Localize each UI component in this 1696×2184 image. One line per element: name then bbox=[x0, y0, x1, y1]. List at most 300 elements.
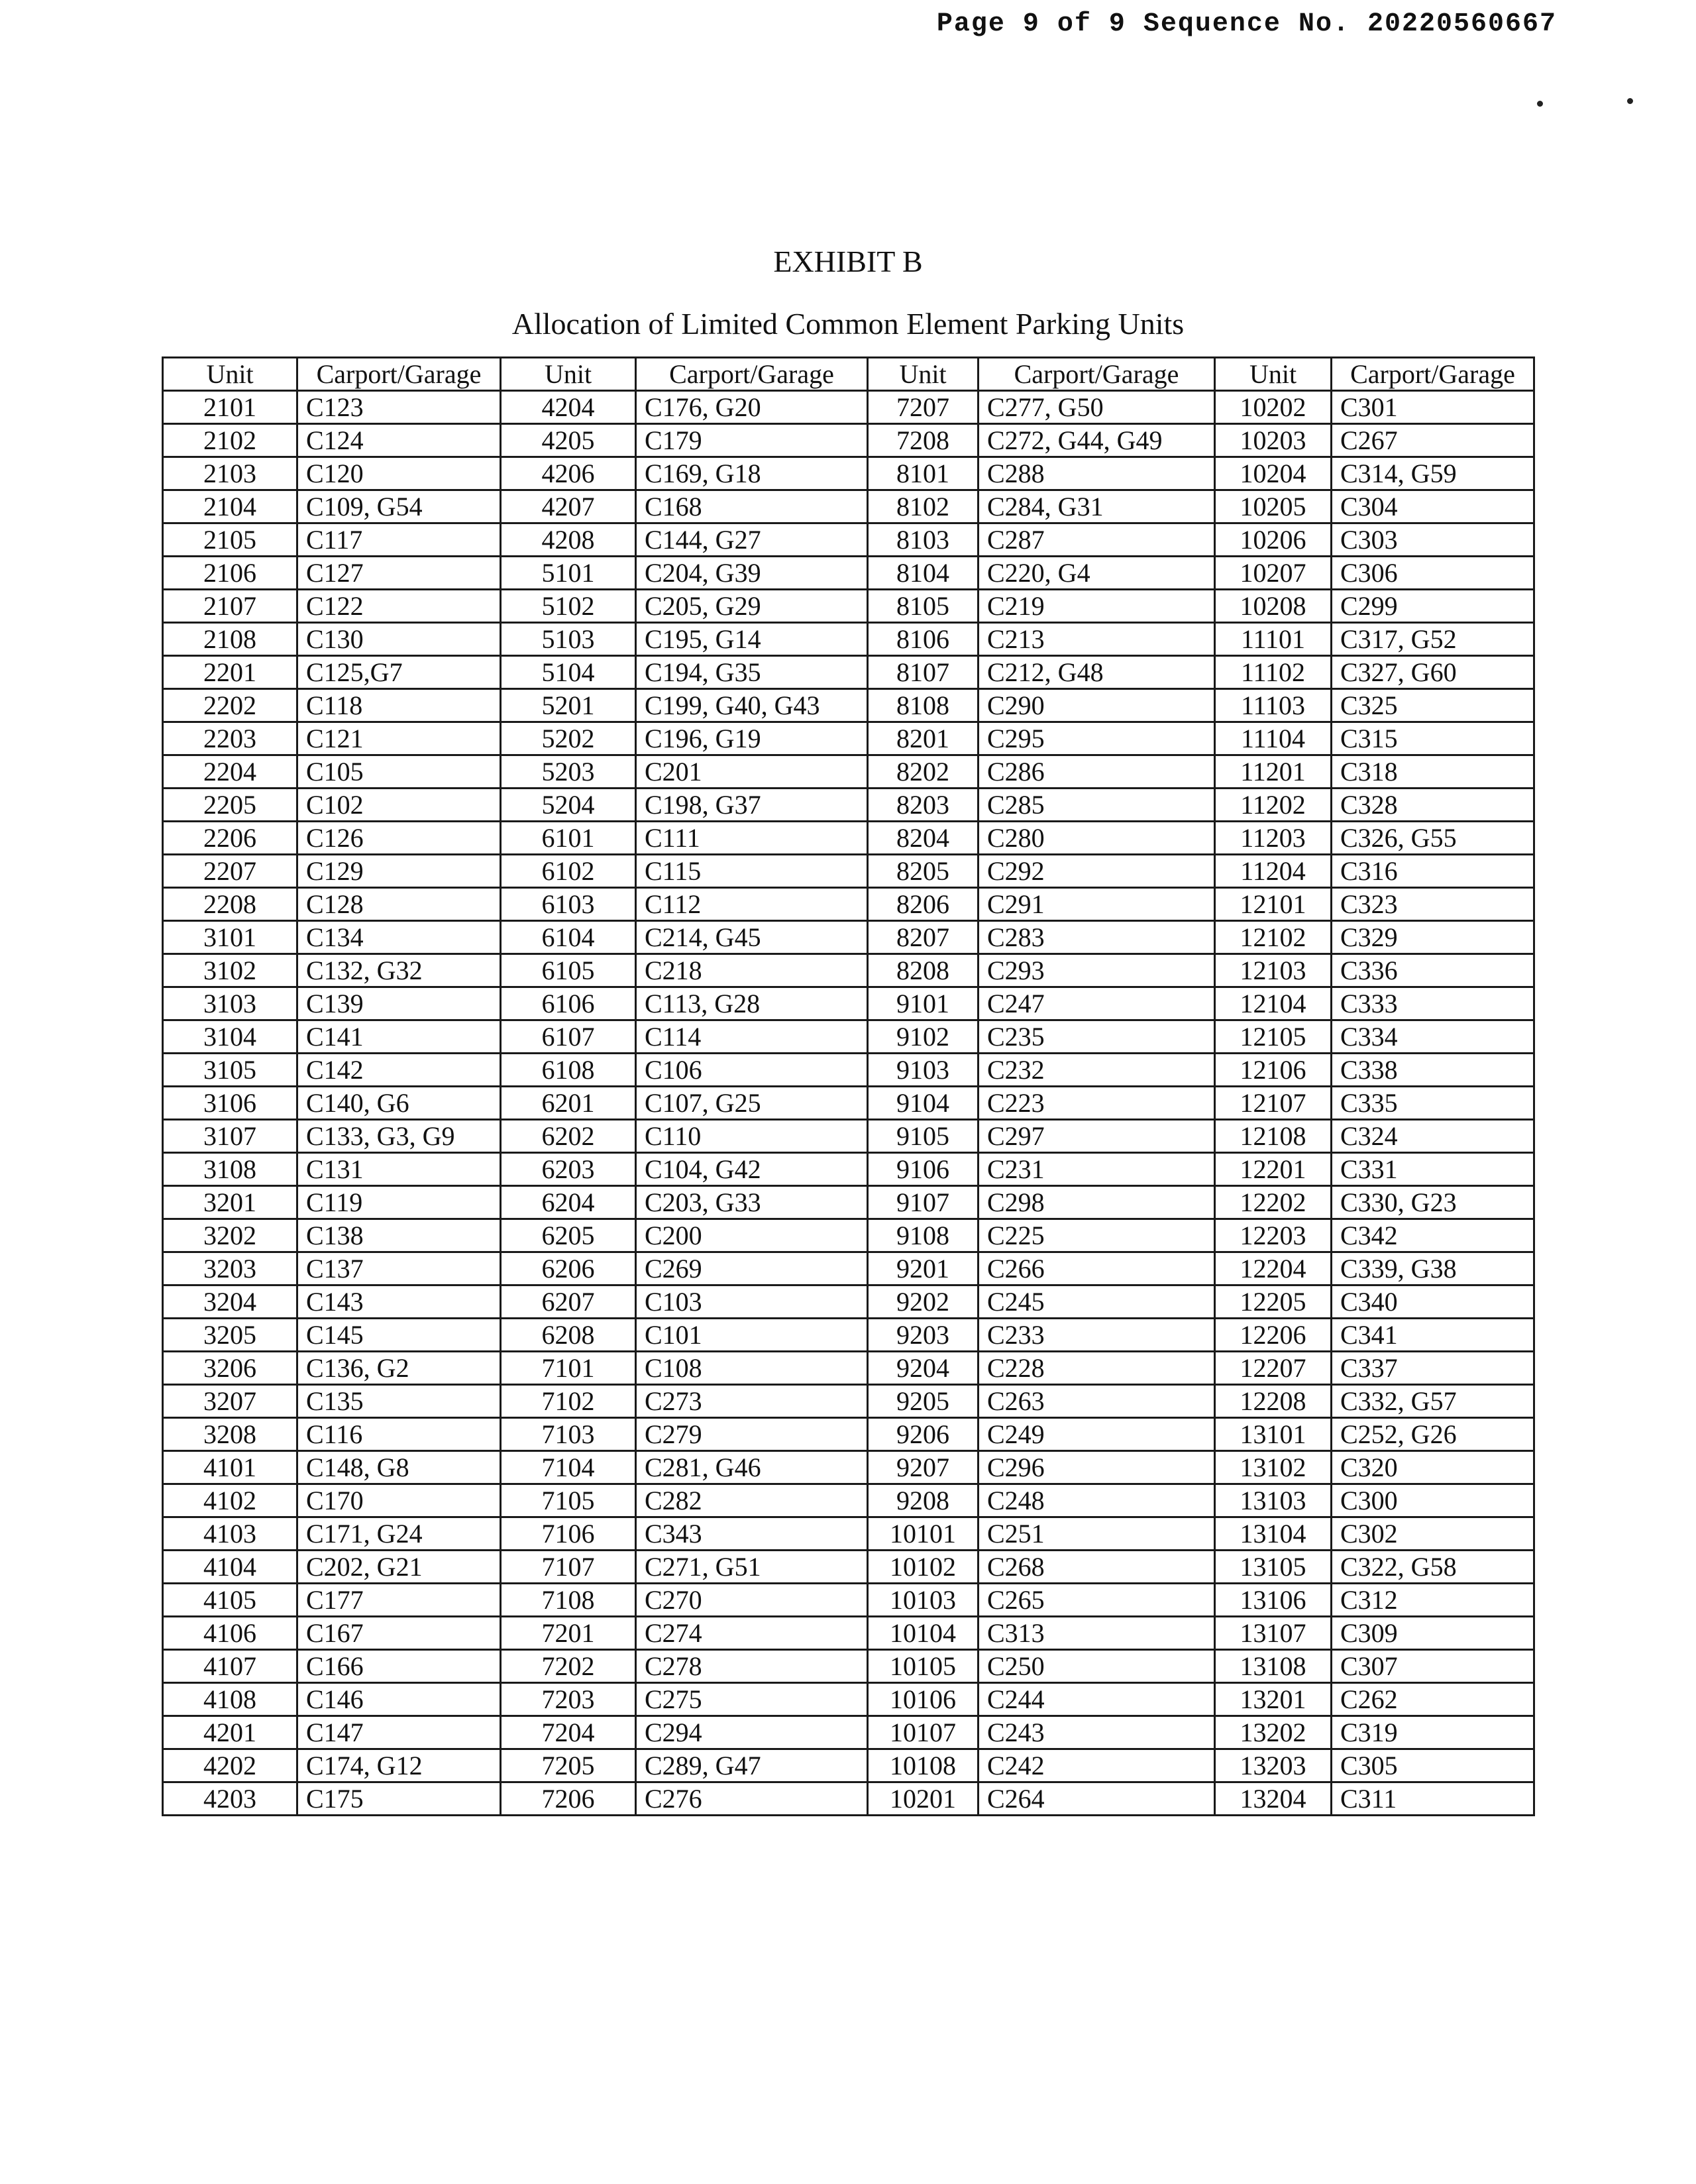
carport-garage-cell: C329 bbox=[1332, 921, 1534, 954]
unit-number-cell: 12204 bbox=[1215, 1252, 1332, 1285]
carport-garage-cell: C220, G4 bbox=[979, 557, 1215, 590]
table-row bbox=[163, 855, 1534, 888]
carport-garage-cell: C103 bbox=[636, 1285, 868, 1319]
unit-number-cell: 12104 bbox=[1215, 987, 1332, 1020]
unit-number-cell: 3202 bbox=[163, 1219, 297, 1252]
unit-number-cell: 10105 bbox=[868, 1650, 979, 1683]
unit-number-cell: 6206 bbox=[501, 1252, 636, 1285]
carport-garage-cell: C245 bbox=[979, 1285, 1215, 1319]
carport-garage-cell: C171, G24 bbox=[297, 1517, 501, 1551]
unit-number-cell: 3203 bbox=[163, 1252, 297, 1285]
carport-garage-cell: C114 bbox=[636, 1020, 868, 1054]
unit-number-cell: 13202 bbox=[1215, 1716, 1332, 1749]
carport-garage-cell: C273 bbox=[636, 1385, 868, 1418]
carport-garage-cell: C139 bbox=[297, 987, 501, 1020]
carport-garage-cell: C128 bbox=[297, 888, 501, 921]
table-row bbox=[163, 656, 1534, 689]
carport-garage-cell: C104, G42 bbox=[636, 1153, 868, 1186]
carport-garage-cell: C199, G40, G43 bbox=[636, 689, 868, 722]
carport-garage-cell: C228 bbox=[979, 1352, 1215, 1385]
unit-number-cell: 3104 bbox=[163, 1020, 297, 1054]
carport-garage-cell: C290 bbox=[979, 689, 1215, 722]
carport-garage-cell: C266 bbox=[979, 1252, 1215, 1285]
carport-garage-cell: C120 bbox=[297, 457, 501, 490]
unit-number-cell: 12203 bbox=[1215, 1219, 1332, 1252]
carport-garage-cell: C107, G25 bbox=[636, 1087, 868, 1120]
unit-number-cell: 8205 bbox=[868, 855, 979, 888]
table-row bbox=[163, 1418, 1534, 1451]
column-header-carport-garage: Carport/Garage bbox=[636, 358, 868, 391]
table-row bbox=[163, 1120, 1534, 1153]
carport-garage-cell: C323 bbox=[1332, 888, 1534, 921]
table-row bbox=[163, 921, 1534, 954]
carport-garage-cell: C110 bbox=[636, 1120, 868, 1153]
carport-garage-cell: C313 bbox=[979, 1617, 1215, 1650]
unit-number-cell: 13203 bbox=[1215, 1749, 1332, 1782]
table-row bbox=[163, 822, 1534, 855]
carport-garage-cell: C124 bbox=[297, 424, 501, 457]
carport-garage-cell: C111 bbox=[636, 822, 868, 855]
carport-garage-cell: C135 bbox=[297, 1385, 501, 1418]
carport-garage-cell: C198, G37 bbox=[636, 789, 868, 822]
unit-number-cell: 4102 bbox=[163, 1484, 297, 1517]
table-row bbox=[163, 424, 1534, 457]
column-header-unit: Unit bbox=[501, 358, 636, 391]
carport-garage-cell: C298 bbox=[979, 1186, 1215, 1219]
unit-number-cell: 9207 bbox=[868, 1451, 979, 1484]
carport-garage-cell: C177 bbox=[297, 1584, 501, 1617]
unit-number-cell: 11101 bbox=[1215, 623, 1332, 656]
carport-garage-cell: C282 bbox=[636, 1484, 868, 1517]
unit-number-cell: 3108 bbox=[163, 1153, 297, 1186]
unit-number-cell: 12106 bbox=[1215, 1054, 1332, 1087]
unit-number-cell: 2107 bbox=[163, 590, 297, 623]
unit-number-cell: 9103 bbox=[868, 1054, 979, 1087]
scan-speck-dot bbox=[1627, 98, 1633, 104]
page-sequence-header: Page 9 of 9 Sequence No. 20220560667 bbox=[936, 9, 1557, 39]
unit-number-cell: 6103 bbox=[501, 888, 636, 921]
carport-garage-cell: C249 bbox=[979, 1418, 1215, 1451]
unit-number-cell: 8105 bbox=[868, 590, 979, 623]
table-row bbox=[163, 722, 1534, 755]
carport-garage-cell: C263 bbox=[979, 1385, 1215, 1418]
unit-number-cell: 8107 bbox=[868, 656, 979, 689]
carport-garage-cell: C109, G54 bbox=[297, 490, 501, 523]
column-header-unit: Unit bbox=[868, 358, 979, 391]
unit-number-cell: 9203 bbox=[868, 1319, 979, 1352]
carport-garage-cell: C232 bbox=[979, 1054, 1215, 1087]
carport-garage-cell: C322, G58 bbox=[1332, 1551, 1534, 1584]
carport-garage-cell: C267 bbox=[1332, 424, 1534, 457]
carport-garage-cell: C288 bbox=[979, 457, 1215, 490]
carport-garage-cell: C295 bbox=[979, 722, 1215, 755]
carport-garage-cell: C233 bbox=[979, 1319, 1215, 1352]
carport-garage-cell: C213 bbox=[979, 623, 1215, 656]
unit-number-cell: 4101 bbox=[163, 1451, 297, 1484]
unit-number-cell: 8203 bbox=[868, 789, 979, 822]
parking-allocation-table bbox=[162, 356, 1535, 1816]
table-row bbox=[163, 1683, 1534, 1716]
table-header-row bbox=[163, 358, 1534, 391]
carport-garage-cell: C268 bbox=[979, 1551, 1215, 1584]
unit-number-cell: 2208 bbox=[163, 888, 297, 921]
unit-number-cell: 10202 bbox=[1215, 391, 1332, 424]
unit-number-cell: 4204 bbox=[501, 391, 636, 424]
unit-number-cell: 12101 bbox=[1215, 888, 1332, 921]
table-row bbox=[163, 1054, 1534, 1087]
unit-number-cell: 4203 bbox=[163, 1782, 297, 1816]
unit-number-cell: 8108 bbox=[868, 689, 979, 722]
carport-garage-cell: C252, G26 bbox=[1332, 1418, 1534, 1451]
table-row bbox=[163, 1749, 1534, 1782]
unit-number-cell: 7107 bbox=[501, 1551, 636, 1584]
carport-garage-cell: C307 bbox=[1332, 1650, 1534, 1683]
unit-number-cell: 13106 bbox=[1215, 1584, 1332, 1617]
unit-number-cell: 4107 bbox=[163, 1650, 297, 1683]
unit-number-cell: 2205 bbox=[163, 789, 297, 822]
carport-garage-cell: C205, G29 bbox=[636, 590, 868, 623]
unit-number-cell: 11203 bbox=[1215, 822, 1332, 855]
carport-garage-cell: C146 bbox=[297, 1683, 501, 1716]
unit-number-cell: 6201 bbox=[501, 1087, 636, 1120]
unit-number-cell: 3205 bbox=[163, 1319, 297, 1352]
unit-number-cell: 13103 bbox=[1215, 1484, 1332, 1517]
carport-garage-cell: C145 bbox=[297, 1319, 501, 1352]
table-row bbox=[163, 590, 1534, 623]
carport-garage-cell: C318 bbox=[1332, 755, 1534, 789]
carport-garage-cell: C289, G47 bbox=[636, 1749, 868, 1782]
table-row bbox=[163, 490, 1534, 523]
unit-number-cell: 2206 bbox=[163, 822, 297, 855]
table-row bbox=[163, 523, 1534, 557]
carport-garage-cell: C212, G48 bbox=[979, 656, 1215, 689]
table-row bbox=[163, 623, 1534, 656]
unit-number-cell: 12105 bbox=[1215, 1020, 1332, 1054]
table-row bbox=[163, 1584, 1534, 1617]
carport-garage-cell: C127 bbox=[297, 557, 501, 590]
unit-number-cell: 12205 bbox=[1215, 1285, 1332, 1319]
unit-number-cell: 10101 bbox=[868, 1517, 979, 1551]
table-row bbox=[163, 391, 1534, 424]
table-row bbox=[163, 1319, 1534, 1352]
carport-garage-cell: C143 bbox=[297, 1285, 501, 1319]
carport-garage-cell: C317, G52 bbox=[1332, 623, 1534, 656]
unit-number-cell: 6102 bbox=[501, 855, 636, 888]
unit-number-cell: 9201 bbox=[868, 1252, 979, 1285]
unit-number-cell: 7108 bbox=[501, 1584, 636, 1617]
carport-garage-cell: C142 bbox=[297, 1054, 501, 1087]
unit-number-cell: 13102 bbox=[1215, 1451, 1332, 1484]
table-row bbox=[163, 1186, 1534, 1219]
unit-number-cell: 9206 bbox=[868, 1418, 979, 1451]
unit-number-cell: 9107 bbox=[868, 1186, 979, 1219]
unit-number-cell: 3107 bbox=[163, 1120, 297, 1153]
exhibit-subtitle: Allocation of Limited Common Element Parking Units bbox=[511, 307, 1185, 341]
table-row bbox=[163, 457, 1534, 490]
table-row bbox=[163, 1517, 1534, 1551]
carport-garage-cell: C292 bbox=[979, 855, 1215, 888]
unit-number-cell: 8101 bbox=[868, 457, 979, 490]
carport-garage-cell: C331 bbox=[1332, 1153, 1534, 1186]
unit-number-cell: 6207 bbox=[501, 1285, 636, 1319]
carport-garage-cell: C278 bbox=[636, 1650, 868, 1683]
unit-number-cell: 13108 bbox=[1215, 1650, 1332, 1683]
carport-garage-cell: C121 bbox=[297, 722, 501, 755]
unit-number-cell: 12207 bbox=[1215, 1352, 1332, 1385]
unit-number-cell: 2102 bbox=[163, 424, 297, 457]
carport-garage-cell: C242 bbox=[979, 1749, 1215, 1782]
table-row bbox=[163, 1617, 1534, 1650]
carport-garage-cell: C250 bbox=[979, 1650, 1215, 1683]
carport-garage-cell: C277, G50 bbox=[979, 391, 1215, 424]
table-row bbox=[163, 1285, 1534, 1319]
carport-garage-cell: C203, G33 bbox=[636, 1186, 868, 1219]
unit-number-cell: 10207 bbox=[1215, 557, 1332, 590]
carport-garage-cell: C332, G57 bbox=[1332, 1385, 1534, 1418]
carport-garage-cell: C117 bbox=[297, 523, 501, 557]
unit-number-cell: 8201 bbox=[868, 722, 979, 755]
table-row bbox=[163, 1020, 1534, 1054]
carport-garage-cell: C138 bbox=[297, 1219, 501, 1252]
carport-garage-cell: C148, G8 bbox=[297, 1451, 501, 1484]
unit-number-cell: 13107 bbox=[1215, 1617, 1332, 1650]
unit-number-cell: 8102 bbox=[868, 490, 979, 523]
unit-number-cell: 13105 bbox=[1215, 1551, 1332, 1584]
carport-garage-cell: C312 bbox=[1332, 1584, 1534, 1617]
unit-number-cell: 9101 bbox=[868, 987, 979, 1020]
unit-number-cell: 5204 bbox=[501, 789, 636, 822]
unit-number-cell: 12108 bbox=[1215, 1120, 1332, 1153]
carport-garage-cell: C140, G6 bbox=[297, 1087, 501, 1120]
carport-garage-cell: C112 bbox=[636, 888, 868, 921]
unit-number-cell: 12206 bbox=[1215, 1319, 1332, 1352]
unit-number-cell: 2202 bbox=[163, 689, 297, 722]
table-row bbox=[163, 755, 1534, 789]
carport-garage-cell: C270 bbox=[636, 1584, 868, 1617]
carport-garage-cell: C105 bbox=[297, 755, 501, 789]
unit-number-cell: 3102 bbox=[163, 954, 297, 987]
carport-garage-cell: C269 bbox=[636, 1252, 868, 1285]
unit-number-cell: 2105 bbox=[163, 523, 297, 557]
unit-number-cell: 6107 bbox=[501, 1020, 636, 1054]
carport-garage-cell: C337 bbox=[1332, 1352, 1534, 1385]
unit-number-cell: 12103 bbox=[1215, 954, 1332, 987]
carport-garage-cell: C195, G14 bbox=[636, 623, 868, 656]
carport-garage-cell: C300 bbox=[1332, 1484, 1534, 1517]
unit-number-cell: 12201 bbox=[1215, 1153, 1332, 1186]
unit-number-cell: 7205 bbox=[501, 1749, 636, 1782]
unit-number-cell: 4201 bbox=[163, 1716, 297, 1749]
carport-garage-cell: C125,G7 bbox=[297, 656, 501, 689]
unit-number-cell: 4207 bbox=[501, 490, 636, 523]
table-body bbox=[163, 391, 1534, 1816]
exhibit-title: EXHIBIT B bbox=[773, 245, 923, 278]
carport-garage-cell: C244 bbox=[979, 1683, 1215, 1716]
unit-number-cell: 9202 bbox=[868, 1285, 979, 1319]
unit-number-cell: 2108 bbox=[163, 623, 297, 656]
unit-number-cell: 13204 bbox=[1215, 1782, 1332, 1816]
unit-number-cell: 6105 bbox=[501, 954, 636, 987]
carport-garage-cell: C324 bbox=[1332, 1120, 1534, 1153]
table-row bbox=[163, 1650, 1534, 1683]
unit-number-cell: 6108 bbox=[501, 1054, 636, 1087]
carport-garage-cell: C131 bbox=[297, 1153, 501, 1186]
carport-garage-cell: C341 bbox=[1332, 1319, 1534, 1352]
unit-number-cell: 9102 bbox=[868, 1020, 979, 1054]
carport-garage-cell: C316 bbox=[1332, 855, 1534, 888]
carport-garage-cell: C225 bbox=[979, 1219, 1215, 1252]
table-row bbox=[163, 1484, 1534, 1517]
column-header-unit: Unit bbox=[163, 358, 297, 391]
table-row bbox=[163, 888, 1534, 921]
unit-number-cell: 3105 bbox=[163, 1054, 297, 1087]
carport-garage-cell: C136, G2 bbox=[297, 1352, 501, 1385]
scan-speck-dot bbox=[1537, 101, 1543, 107]
unit-number-cell: 3206 bbox=[163, 1352, 297, 1385]
carport-garage-cell: C118 bbox=[297, 689, 501, 722]
unit-number-cell: 10206 bbox=[1215, 523, 1332, 557]
unit-number-cell: 5103 bbox=[501, 623, 636, 656]
carport-garage-cell: C147 bbox=[297, 1716, 501, 1749]
carport-garage-cell: C134 bbox=[297, 921, 501, 954]
unit-number-cell: 7102 bbox=[501, 1385, 636, 1418]
carport-garage-cell: C299 bbox=[1332, 590, 1534, 623]
unit-number-cell: 10204 bbox=[1215, 457, 1332, 490]
carport-garage-cell: C338 bbox=[1332, 1054, 1534, 1087]
carport-garage-cell: C284, G31 bbox=[979, 490, 1215, 523]
table-row bbox=[163, 1551, 1534, 1584]
carport-garage-cell: C202, G21 bbox=[297, 1551, 501, 1584]
unit-number-cell: 4202 bbox=[163, 1749, 297, 1782]
unit-number-cell: 8104 bbox=[868, 557, 979, 590]
unit-number-cell: 9204 bbox=[868, 1352, 979, 1385]
carport-garage-cell: C271, G51 bbox=[636, 1551, 868, 1584]
carport-garage-cell: C204, G39 bbox=[636, 557, 868, 590]
table-row bbox=[163, 1451, 1534, 1484]
carport-garage-cell: C281, G46 bbox=[636, 1451, 868, 1484]
carport-garage-cell: C130 bbox=[297, 623, 501, 656]
unit-number-cell: 4108 bbox=[163, 1683, 297, 1716]
carport-garage-cell: C328 bbox=[1332, 789, 1534, 822]
unit-number-cell: 3201 bbox=[163, 1186, 297, 1219]
carport-garage-cell: C201 bbox=[636, 755, 868, 789]
carport-garage-cell: C108 bbox=[636, 1352, 868, 1385]
carport-garage-cell: C218 bbox=[636, 954, 868, 987]
unit-number-cell: 9105 bbox=[868, 1120, 979, 1153]
carport-garage-cell: C116 bbox=[297, 1418, 501, 1451]
unit-number-cell: 9208 bbox=[868, 1484, 979, 1517]
carport-garage-cell: C303 bbox=[1332, 523, 1534, 557]
carport-garage-cell: C306 bbox=[1332, 557, 1534, 590]
unit-number-cell: 6104 bbox=[501, 921, 636, 954]
carport-garage-cell: C301 bbox=[1332, 391, 1534, 424]
carport-garage-cell: C272, G44, G49 bbox=[979, 424, 1215, 457]
carport-garage-cell: C219 bbox=[979, 590, 1215, 623]
carport-garage-cell: C276 bbox=[636, 1782, 868, 1816]
unit-number-cell: 11103 bbox=[1215, 689, 1332, 722]
unit-number-cell: 2207 bbox=[163, 855, 297, 888]
unit-number-cell: 7103 bbox=[501, 1418, 636, 1451]
carport-garage-cell: C132, G32 bbox=[297, 954, 501, 987]
carport-garage-cell: C291 bbox=[979, 888, 1215, 921]
unit-number-cell: 7204 bbox=[501, 1716, 636, 1749]
unit-number-cell: 2203 bbox=[163, 722, 297, 755]
carport-garage-cell: C314, G59 bbox=[1332, 457, 1534, 490]
carport-garage-cell: C119 bbox=[297, 1186, 501, 1219]
unit-number-cell: 11102 bbox=[1215, 656, 1332, 689]
unit-number-cell: 10205 bbox=[1215, 490, 1332, 523]
table-row bbox=[163, 987, 1534, 1020]
unit-number-cell: 2103 bbox=[163, 457, 297, 490]
carport-garage-cell: C319 bbox=[1332, 1716, 1534, 1749]
carport-garage-cell: C311 bbox=[1332, 1782, 1534, 1816]
carport-garage-cell: C294 bbox=[636, 1716, 868, 1749]
carport-garage-cell: C122 bbox=[297, 590, 501, 623]
carport-garage-cell: C113, G28 bbox=[636, 987, 868, 1020]
unit-number-cell: 8204 bbox=[868, 822, 979, 855]
table-row bbox=[163, 1252, 1534, 1285]
unit-number-cell: 6106 bbox=[501, 987, 636, 1020]
table-row bbox=[163, 1219, 1534, 1252]
unit-number-cell: 10102 bbox=[868, 1551, 979, 1584]
carport-garage-cell: C275 bbox=[636, 1683, 868, 1716]
unit-number-cell: 4205 bbox=[501, 424, 636, 457]
column-header-carport-garage: Carport/Garage bbox=[1332, 358, 1534, 391]
table-row bbox=[163, 789, 1534, 822]
carport-garage-cell: C296 bbox=[979, 1451, 1215, 1484]
unit-number-cell: 6101 bbox=[501, 822, 636, 855]
unit-number-cell: 12102 bbox=[1215, 921, 1332, 954]
unit-number-cell: 2104 bbox=[163, 490, 297, 523]
unit-number-cell: 7207 bbox=[868, 391, 979, 424]
unit-number-cell: 8208 bbox=[868, 954, 979, 987]
unit-number-cell: 3208 bbox=[163, 1418, 297, 1451]
carport-garage-cell: C166 bbox=[297, 1650, 501, 1683]
unit-number-cell: 12208 bbox=[1215, 1385, 1332, 1418]
carport-garage-cell: C133, G3, G9 bbox=[297, 1120, 501, 1153]
unit-number-cell: 6204 bbox=[501, 1186, 636, 1219]
table-row bbox=[163, 1385, 1534, 1418]
unit-number-cell: 9106 bbox=[868, 1153, 979, 1186]
unit-number-cell: 3204 bbox=[163, 1285, 297, 1319]
carport-garage-cell: C141 bbox=[297, 1020, 501, 1054]
unit-number-cell: 5102 bbox=[501, 590, 636, 623]
unit-number-cell: 12202 bbox=[1215, 1186, 1332, 1219]
carport-garage-cell: C223 bbox=[979, 1087, 1215, 1120]
unit-number-cell: 5101 bbox=[501, 557, 636, 590]
carport-garage-cell: C336 bbox=[1332, 954, 1534, 987]
unit-number-cell: 7202 bbox=[501, 1650, 636, 1683]
unit-number-cell: 2106 bbox=[163, 557, 297, 590]
carport-garage-cell: C231 bbox=[979, 1153, 1215, 1186]
unit-number-cell: 11204 bbox=[1215, 855, 1332, 888]
carport-garage-cell: C196, G19 bbox=[636, 722, 868, 755]
table-row bbox=[163, 954, 1534, 987]
carport-garage-cell: C251 bbox=[979, 1517, 1215, 1551]
carport-garage-cell: C243 bbox=[979, 1716, 1215, 1749]
unit-number-cell: 7201 bbox=[501, 1617, 636, 1650]
unit-number-cell: 8103 bbox=[868, 523, 979, 557]
table-row bbox=[163, 1153, 1534, 1186]
carport-garage-cell: C309 bbox=[1332, 1617, 1534, 1650]
carport-garage-cell: C297 bbox=[979, 1120, 1215, 1153]
unit-number-cell: 5202 bbox=[501, 722, 636, 755]
unit-number-cell: 6205 bbox=[501, 1219, 636, 1252]
carport-garage-cell: C265 bbox=[979, 1584, 1215, 1617]
unit-number-cell: 2204 bbox=[163, 755, 297, 789]
unit-number-cell: 4103 bbox=[163, 1517, 297, 1551]
unit-number-cell: 10106 bbox=[868, 1683, 979, 1716]
